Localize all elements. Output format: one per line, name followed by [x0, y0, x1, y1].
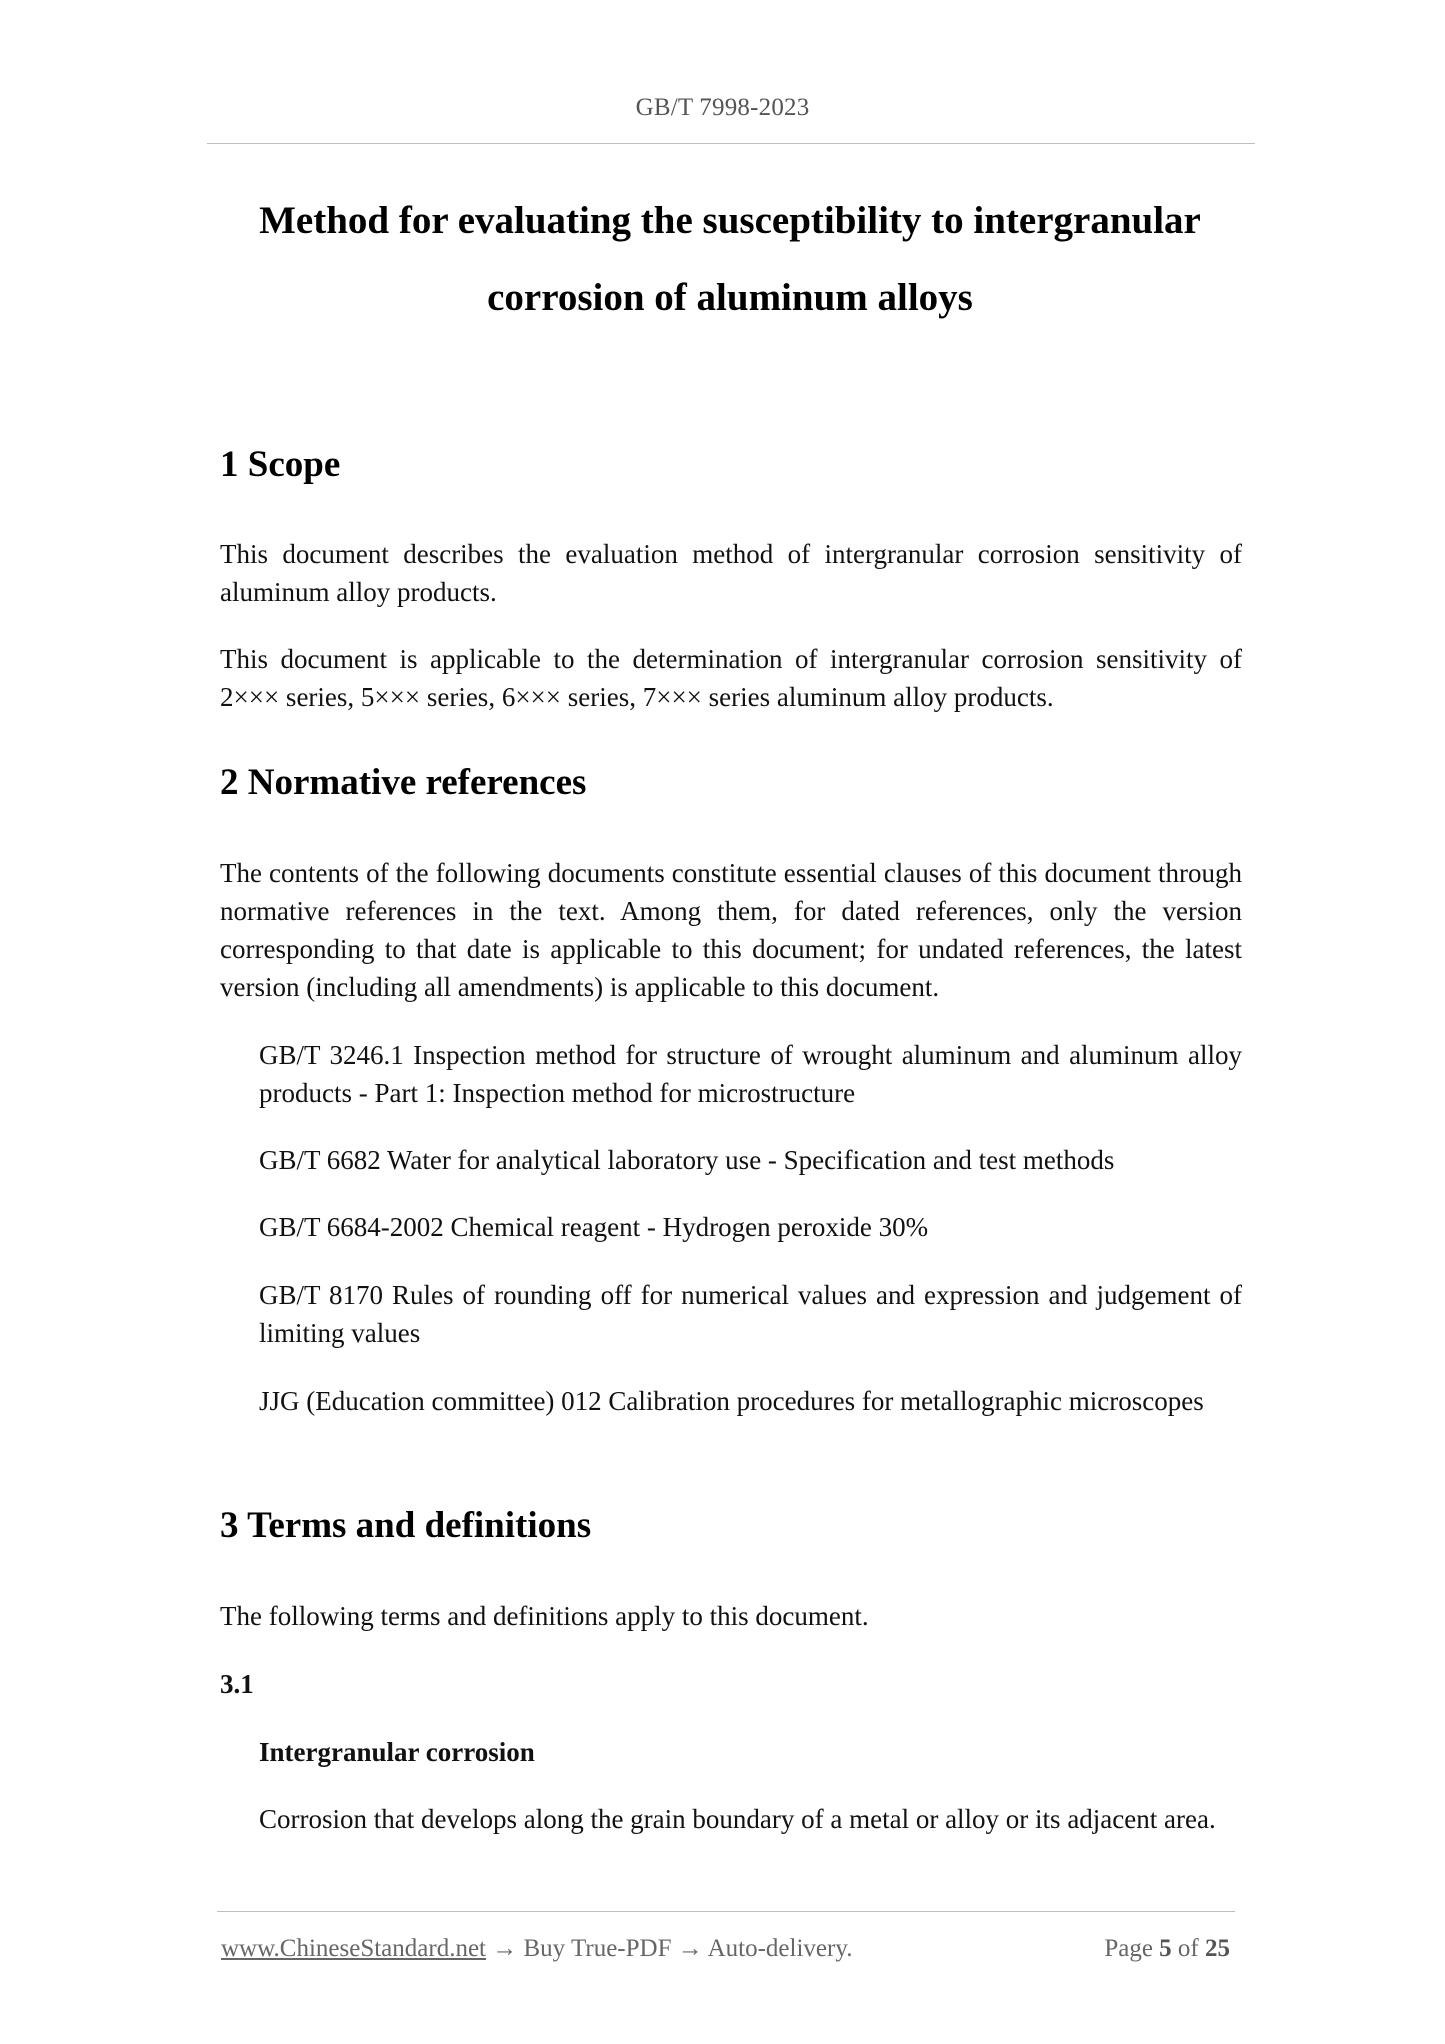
header-divider: [207, 143, 1255, 144]
reference-item: GB/T 3246.1 Inspection method for structure of wrought aluminum and aluminum alloy products - Part 1: Inspection method for microstructure: [259, 1040, 1242, 1108]
term-definition: Corrosion that develops along the grain boundary of a metal or alloy or its adjacent area.: [259, 1804, 1216, 1834]
current-page-number: 5: [1159, 1935, 1172, 1962]
term-name: Intergranular corrosion: [259, 1737, 535, 1767]
page-indicator: [1104, 1932, 1230, 1966]
reference-item: GB/T 6682 Water for analytical laboratory use - Specification and test methods: [259, 1145, 1115, 1175]
page-label: Page: [1104, 1935, 1153, 1962]
normative-intro-paragraph: The contents of the following documents constitute essential clauses of this document through normative references in the text. Among them, for dated references, only the version corresponding to that date is applicable to this document; for undated references, the latest version (including all amendments) is applicable to this document.: [220, 858, 1242, 1002]
page-of-label: of: [1177, 1935, 1199, 1962]
footer-divider: [217, 1911, 1235, 1912]
title-line-2: corrosion of aluminum alloys: [487, 276, 973, 319]
terms-intro-paragraph: The following terms and definitions apply to this document.: [220, 1601, 869, 1631]
term-number: 3.1: [220, 1669, 254, 1699]
document-code-header: GB/T 7998-2023: [635, 94, 810, 121]
section-1-heading: 1 Scope: [220, 444, 341, 485]
chinesestandard-link[interactable]: www.ChineseStandard.net: [221, 1935, 486, 1962]
footer-promo-text: → Buy True-PDF → Auto-delivery.: [492, 1935, 853, 1962]
document-title: [200, 182, 1260, 336]
reference-item: JJG (Education committee) 012 Calibration procedures for metallographic microscopes: [259, 1386, 1204, 1416]
title-line-1: Method for evaluating the susceptibility to intergranular: [259, 199, 1201, 242]
scope-paragraph-2: This document is applicable to the determination of intergranular corrosion sensitivity of 2××× series, 5××× series, 6××× series, 7××× series aluminum alloy products.: [220, 644, 1242, 712]
reference-item: GB/T 6684-2002 Chemical reagent - Hydrogen peroxide 30%: [259, 1212, 929, 1242]
section-3-heading: 3 Terms and definitions: [220, 1505, 592, 1546]
reference-item: GB/T 8170 Rules of rounding off for numerical values and expression and judgement of limiting values: [259, 1280, 1242, 1348]
footer-promo: [221, 1932, 852, 1966]
scope-paragraph-1: This document describes the evaluation method of intergranular corrosion sensitivity of aluminum alloy products.: [220, 539, 1242, 607]
section-2-heading: 2 Normative references: [220, 762, 587, 803]
total-page-count: 25: [1205, 1935, 1230, 1962]
